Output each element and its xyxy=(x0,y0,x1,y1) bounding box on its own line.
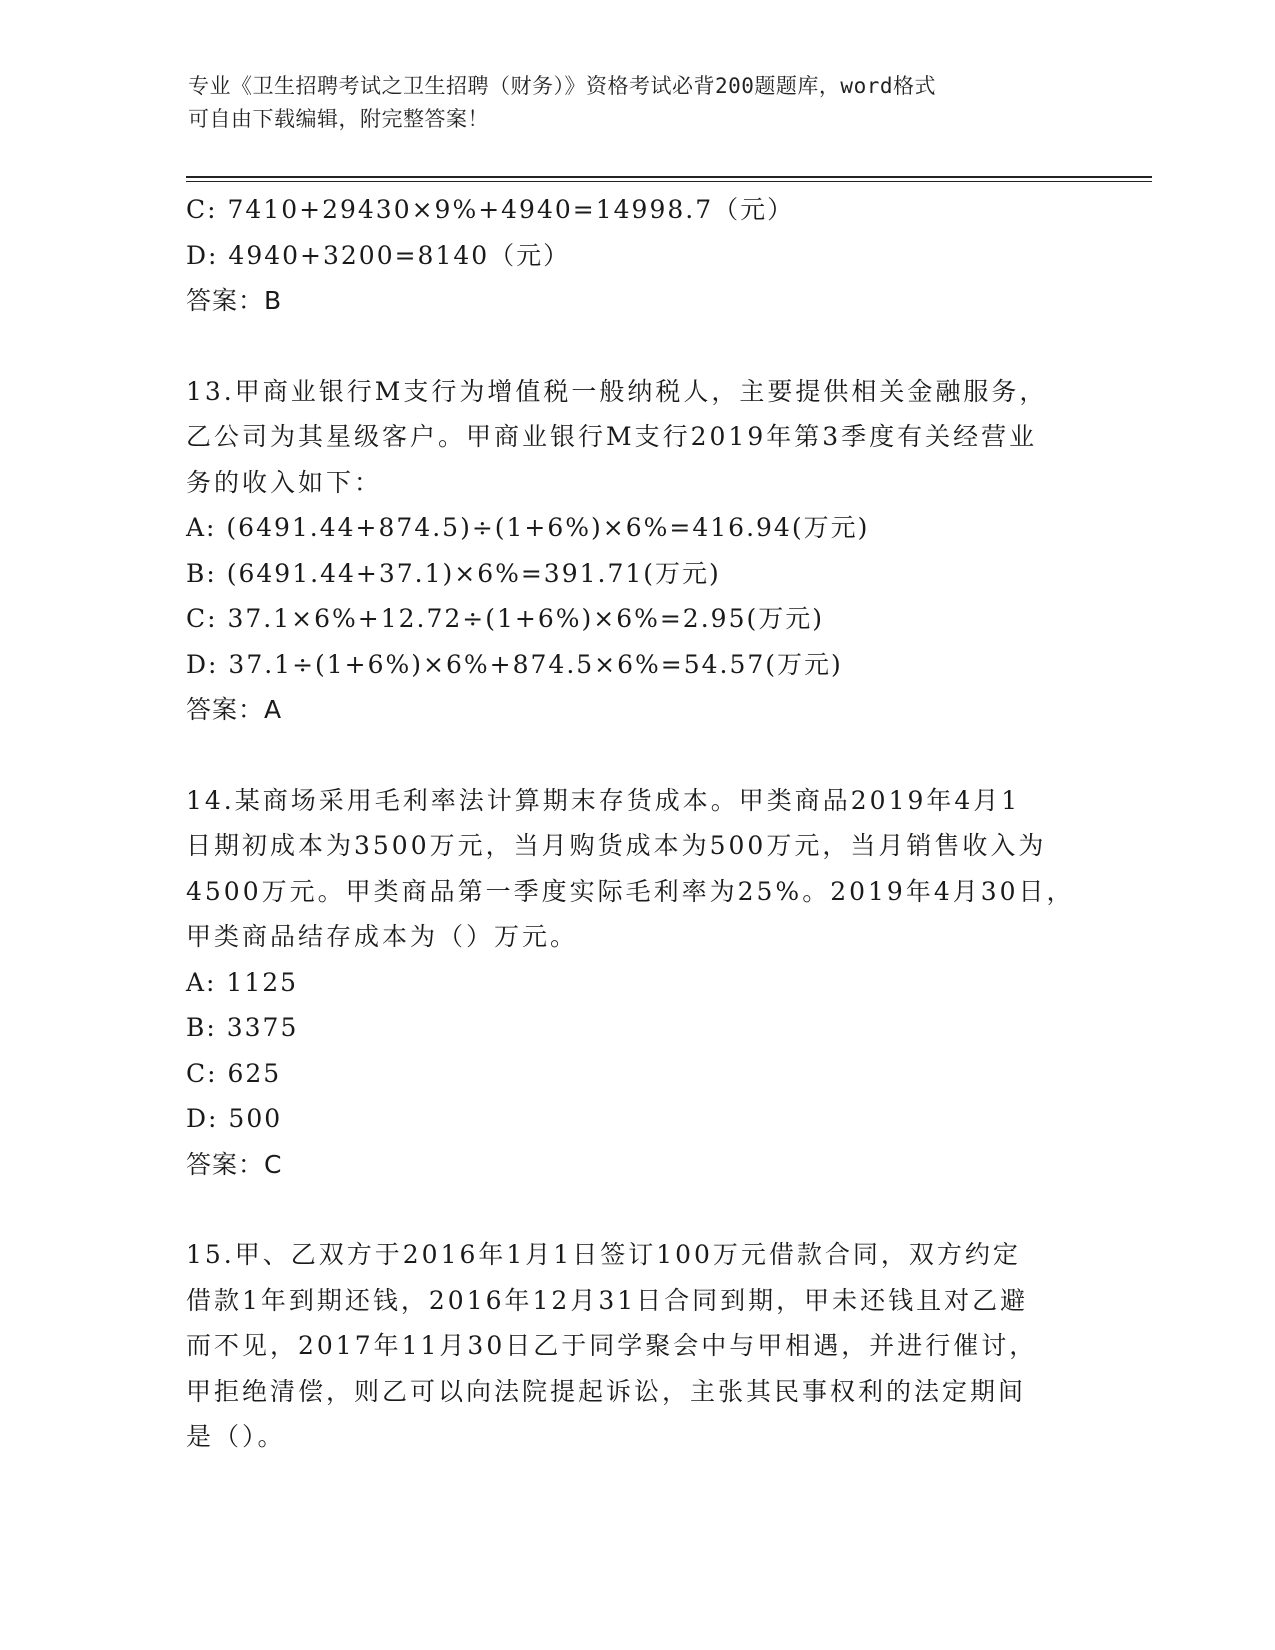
option-a: A: (6491.44+874.5)÷(1+6%)×6%=416.94(万元) xyxy=(186,513,870,542)
answer-line: 答案：B xyxy=(186,286,283,315)
question-15 xyxy=(186,1232,1086,1460)
page-header xyxy=(188,70,1068,136)
option-c: C: 7410+29430×9%+4940=14998.7（元） xyxy=(186,195,795,224)
spacer xyxy=(186,324,1086,369)
question-13 xyxy=(186,369,1086,733)
answer-line: 答案：C xyxy=(186,1149,283,1179)
option-b: B: 3375 xyxy=(186,1013,299,1042)
header-title-line2: 可自由下载编辑，附完整答案！ xyxy=(188,107,489,131)
option-d: D: 37.1÷(1+6%)×6%+874.5×6%=54.57(万元) xyxy=(186,649,843,679)
spacer xyxy=(186,733,1086,778)
stem-line: 日期初成本为3500万元，当月购货成本为500万元，当月销售收入为 xyxy=(186,831,1047,860)
header-divider xyxy=(186,176,1152,182)
stem-line: 借款1年到期还钱，2016年12月31日合同到期，甲未还钱且对乙避 xyxy=(186,1285,1029,1315)
question-stem xyxy=(186,778,1086,960)
stem-line: 13.甲商业银行M支行为增值税一般纳税人，主要提供相关金融服务， xyxy=(186,376,1048,406)
question-content xyxy=(186,187,1086,1460)
option-d: D: 500 xyxy=(186,1104,283,1133)
stem-line: 14.某商场采用毛利率法计算期末存货成本。甲类商品2019年4月1 xyxy=(186,785,1021,815)
answer-line: 答案：A xyxy=(186,695,283,724)
stem-line: 乙公司为其星级客户。甲商业银行M支行2019年第3季度有关经营业 xyxy=(186,422,1038,451)
stem-line: 甲类商品结存成本为（）万元。 xyxy=(186,922,579,951)
option-d: D: 4940+3200=8140（元） xyxy=(186,240,571,270)
question-14 xyxy=(186,778,1086,1188)
stem-line: 15.甲、乙双方于2016年1月1日签订100万元借款合同，双方约定 xyxy=(186,1240,1021,1269)
stem-line: 务的收入如下： xyxy=(186,467,383,497)
question-stem xyxy=(186,1232,1086,1460)
option-b: B: (6491.44+37.1)×6%=391.71(万元) xyxy=(186,558,721,588)
header-title-line1: 专业《卫生招聘考试之卫生招聘（财务）》资格考试必背200题题库，word格式 xyxy=(188,74,936,98)
option-a: A: 1125 xyxy=(186,967,299,997)
stem-line: 是（）。 xyxy=(186,1422,286,1451)
spacer xyxy=(186,1187,1086,1232)
option-c: C: 625 xyxy=(186,1058,282,1088)
question-stem xyxy=(186,369,1086,506)
stem-line: 而不见，2017年11月30日乙于同学聚会中与甲相遇，并进行催讨， xyxy=(186,1331,1038,1360)
stem-line: 4500万元。甲类商品第一季度实际毛利率为25%。2019年4月30日， xyxy=(186,876,1075,906)
prev-question xyxy=(186,187,1086,324)
option-c: C: 37.1×6%+12.72÷(1+6%)×6%=2.95(万元) xyxy=(186,604,824,633)
stem-line: 甲拒绝清偿，则乙可以向法院提起诉讼，主张其民事权利的法定期间 xyxy=(186,1376,1027,1406)
